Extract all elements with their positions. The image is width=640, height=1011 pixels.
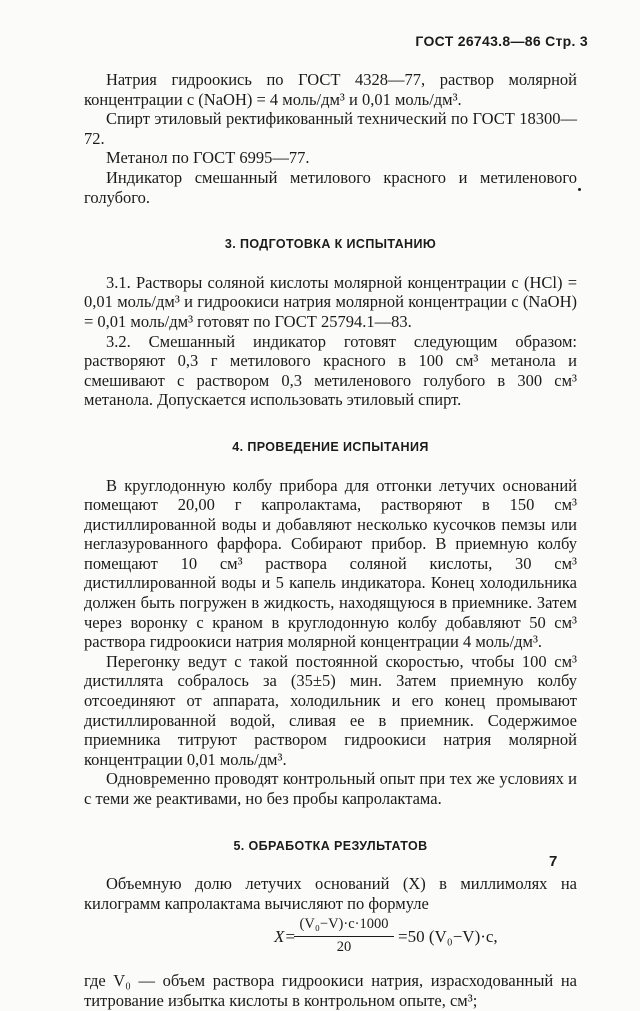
formula-numerator: (V₀−V)·c·1000 xyxy=(294,915,394,937)
formula-rhs: =50 (V₀−V)·c, xyxy=(398,927,498,947)
section-5-paragraph-2: где V₀ — объем раствора гидроокиси натрия, израсходованный на титрование избытка кислоты в контрольном опыте, см³; xyxy=(84,971,577,1010)
document-body xyxy=(84,70,577,1011)
section-3-paragraph-2: 3.2. Смешанный индикатор готовят следующим образом: растворяют 0,3 г метилового красного в 100 см³ метанола и смешивают с раствором 0,3 метиленового голубого в 300 см³ метанола. Допускается использовать этиловый спирт. xyxy=(84,331,577,410)
reagent-ethanol: Спирт этиловый ректификованный технический по ГОСТ 18300—72. xyxy=(84,109,577,148)
reagent-methanol: Метанол по ГОСТ 6995—77. xyxy=(106,148,310,168)
formula-lhs: X= xyxy=(274,927,296,947)
standard-header: ГОСТ 26743.8—86 Стр. 3 xyxy=(415,33,588,49)
formula-fraction xyxy=(294,915,394,957)
formula xyxy=(84,915,577,967)
section-4-paragraph-1: В круглодонную колбу прибора для отгонки летучих оснований помещают 20,00 г капролактама, растворяют в 150 см³ дистиллированной воды и добавляют несколько кусочков пемзы или неглазурованного фарфора. Собирают прибор. В приемную колбу помещают 10 см³ раствора соляной кислоты, 30 см³ дистиллированной воды и 5 капель индикатора. Конец холодильника должен быть погружен в жидкость, находящуюся в приемнике. Затем через воронку с краном в круглодонную колбу добавляют 50 см³ раствора гидроокиси натрия молярной концентрации 4 моль/дм³. xyxy=(84,475,577,652)
reagent-naoh: Натрия гидроокись по ГОСТ 4328—77, раствор молярной концентрации c (NaOH) = 4 моль/дм³ и 0,01 моль/дм³. xyxy=(84,70,577,109)
section-3-title: 3. ПОДГОТОВКА К ИСПЫТАНИЮ xyxy=(224,237,437,252)
section-4-title: 4. ПРОВЕДЕНИЕ ИСПЫТАНИЯ xyxy=(232,439,429,454)
scan-speck xyxy=(578,188,581,191)
section-5-title: 5. ОБРАБОТКА РЕЗУЛЬТАТОВ xyxy=(233,838,428,853)
section-3-paragraph-1: 3.1. Растворы соляной кислоты молярной концентрации c (HCl) = 0,01 моль/дм³ и гидроокиси натрия молярной концентрации c (NaOH) = 0,01 моль/дм³ готовят по ГОСТ 25794.1—83. xyxy=(84,272,577,331)
section-4-paragraph-2: Перегонку ведут с такой постоянной скоростью, чтобы 100 см³ дистиллята собралось за (35±5) мин. Затем приемную колбу отсоединяют от аппарата, холодильник и его конец промывают дистиллированной водой, сливая ее в приемник. Содержимое приемника титруют раствором гидроокиси натрия молярной концентрации 0,01 моль/дм³. xyxy=(84,651,577,769)
reagent-indicator: Индикатор смешанный метилового красного и метиленового голубого. xyxy=(84,167,577,207)
section-4-paragraph-3: Одновременно проводят контрольный опыт при тех же условиях и с теми же реактивами, но без пробы капролактама. xyxy=(84,769,577,808)
section-5-paragraph-1: Объемную долю летучих оснований (X) в миллимолях на килограмм капролактама вычисляют по формуле xyxy=(84,874,577,913)
page-number: 7 xyxy=(549,853,558,870)
formula-denominator: 20 xyxy=(336,938,352,955)
